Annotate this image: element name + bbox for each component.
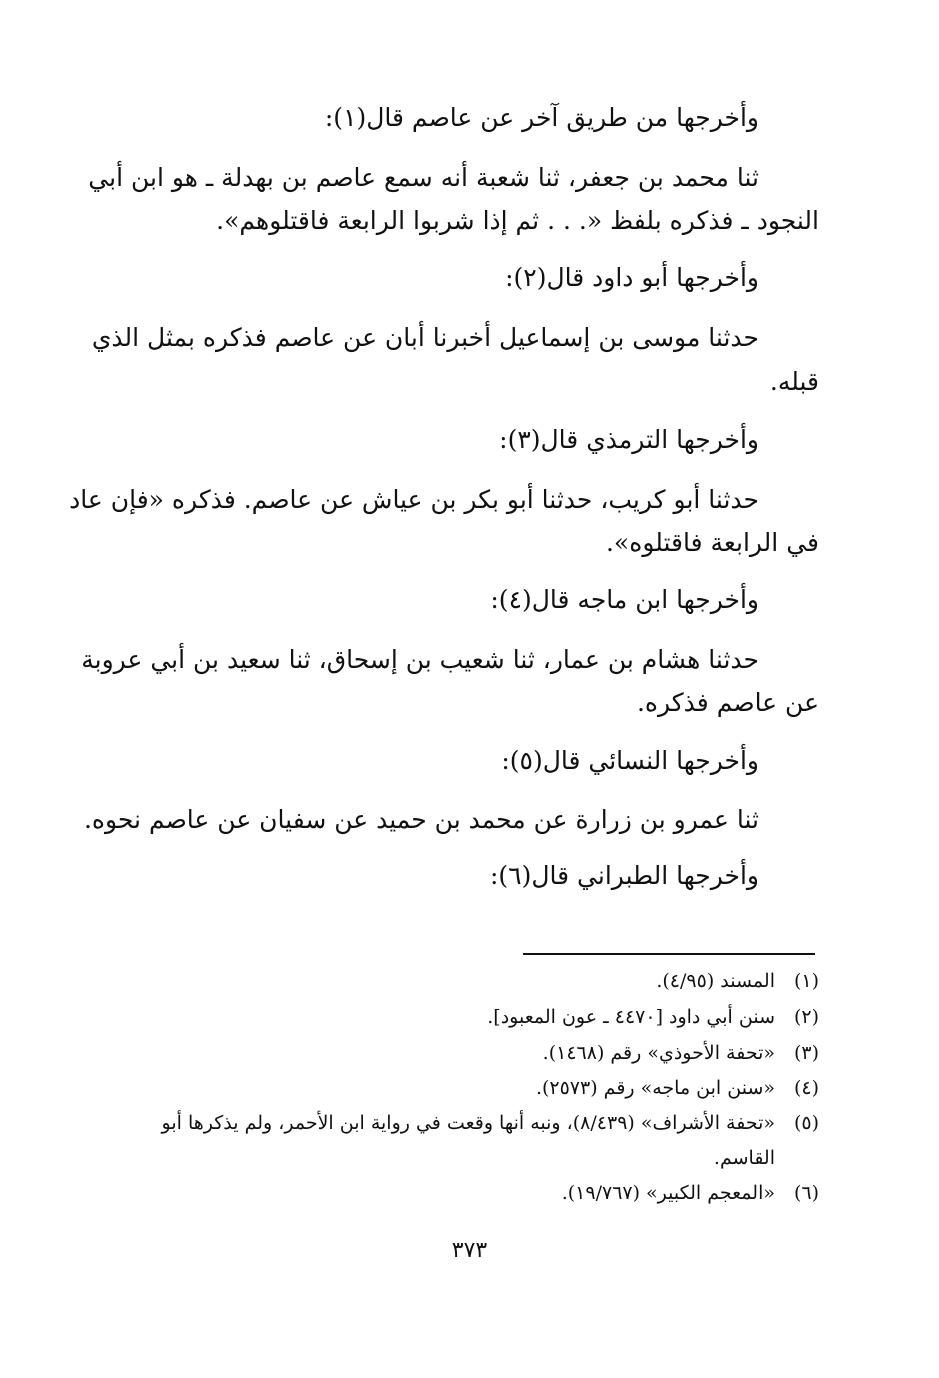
text-line: في الرابعة فاقتلوه». [605,528,819,557]
text-line: وأخرجها الترمذي قال(٣): [499,425,759,454]
footnote-divider [523,953,815,955]
text-line: وأخرجها ابن ماجه قال(٤): [490,585,759,614]
footnote-continuation [714,1143,775,1173]
footnote-text: «تحفة الأحوذي» رقم (١٤٦٨). [542,1042,775,1064]
text-line: النجود ـ فذكره بلفظ «. . . ثم إذا شربوا الرابعة فاقتلوهم». [216,206,819,235]
text-line: وأخرجها النسائي قال(٥): [501,746,759,775]
text-line: وأخرجها من طريق آخر عن عاصم قال(١): [324,103,759,132]
text-line: حدثنا هشام بن عمار، ثنا شعيب بن إسحاق، ثنا سعيد بن أبي عروبة [81,645,759,674]
footnote-text: المسند (٤/٩٥). [656,970,775,992]
footnote-text: «تحفة الأشراف» (٨/٤٣٩)، ونبه أنها وقعت في رواية ابن الأحمر، ولم يذكرها أبو [161,1112,775,1134]
footnote [656,966,819,996]
text-line: عن عاصم فذكره. [636,688,819,717]
footnote-text: «سنن ابن ماجه» رقم (٢٥٧٣). [535,1077,775,1099]
footnote-number: (١) [793,970,819,992]
text-line: حدثنا موسى بن إسماعيل أخبرنا أبان عن عاصم فذكره بمثل الذي [91,323,759,352]
page-number: ٣٧٣ [451,1238,488,1263]
text-line: ثنا محمد بن جعفر، ثنا شعبة أنه سمع عاصم بن بهدلة ـ هو ابن أبي [88,163,759,192]
footnote [487,1002,819,1032]
footnote [562,1178,819,1208]
footnote-number: (٤) [793,1077,819,1099]
text-line: وأخرجها الطبراني قال(٦): [489,861,759,890]
footnote [543,1038,819,1068]
footnote-number: (٥) [793,1112,819,1134]
text-line: قبله. [769,367,819,396]
footnote [536,1073,819,1103]
text-line: ثنا عمرو بن زرارة عن محمد بن حميد عن سفيان عن عاصم نحوه. [83,805,759,834]
text-line: حدثنا أبو كريب، حدثنا أبو بكر بن عياش عن عاصم. فذكره «فإن عاد [69,485,759,514]
footnote-text: سنن أبي داود [٤٤٧٠ ـ عون المعبود]. [487,1006,775,1028]
footnote-number: (٦) [793,1182,819,1204]
text-line: وأخرجها أبو داود قال(٢): [505,263,759,292]
footnote [162,1108,819,1138]
footnote-number: (٢) [793,1006,819,1028]
footnote-text: «المعجم الكبير» (١٩/٧٦٧). [561,1182,775,1204]
footnote-text: القاسم. [713,1147,775,1169]
footnote-number: (٣) [793,1042,819,1064]
